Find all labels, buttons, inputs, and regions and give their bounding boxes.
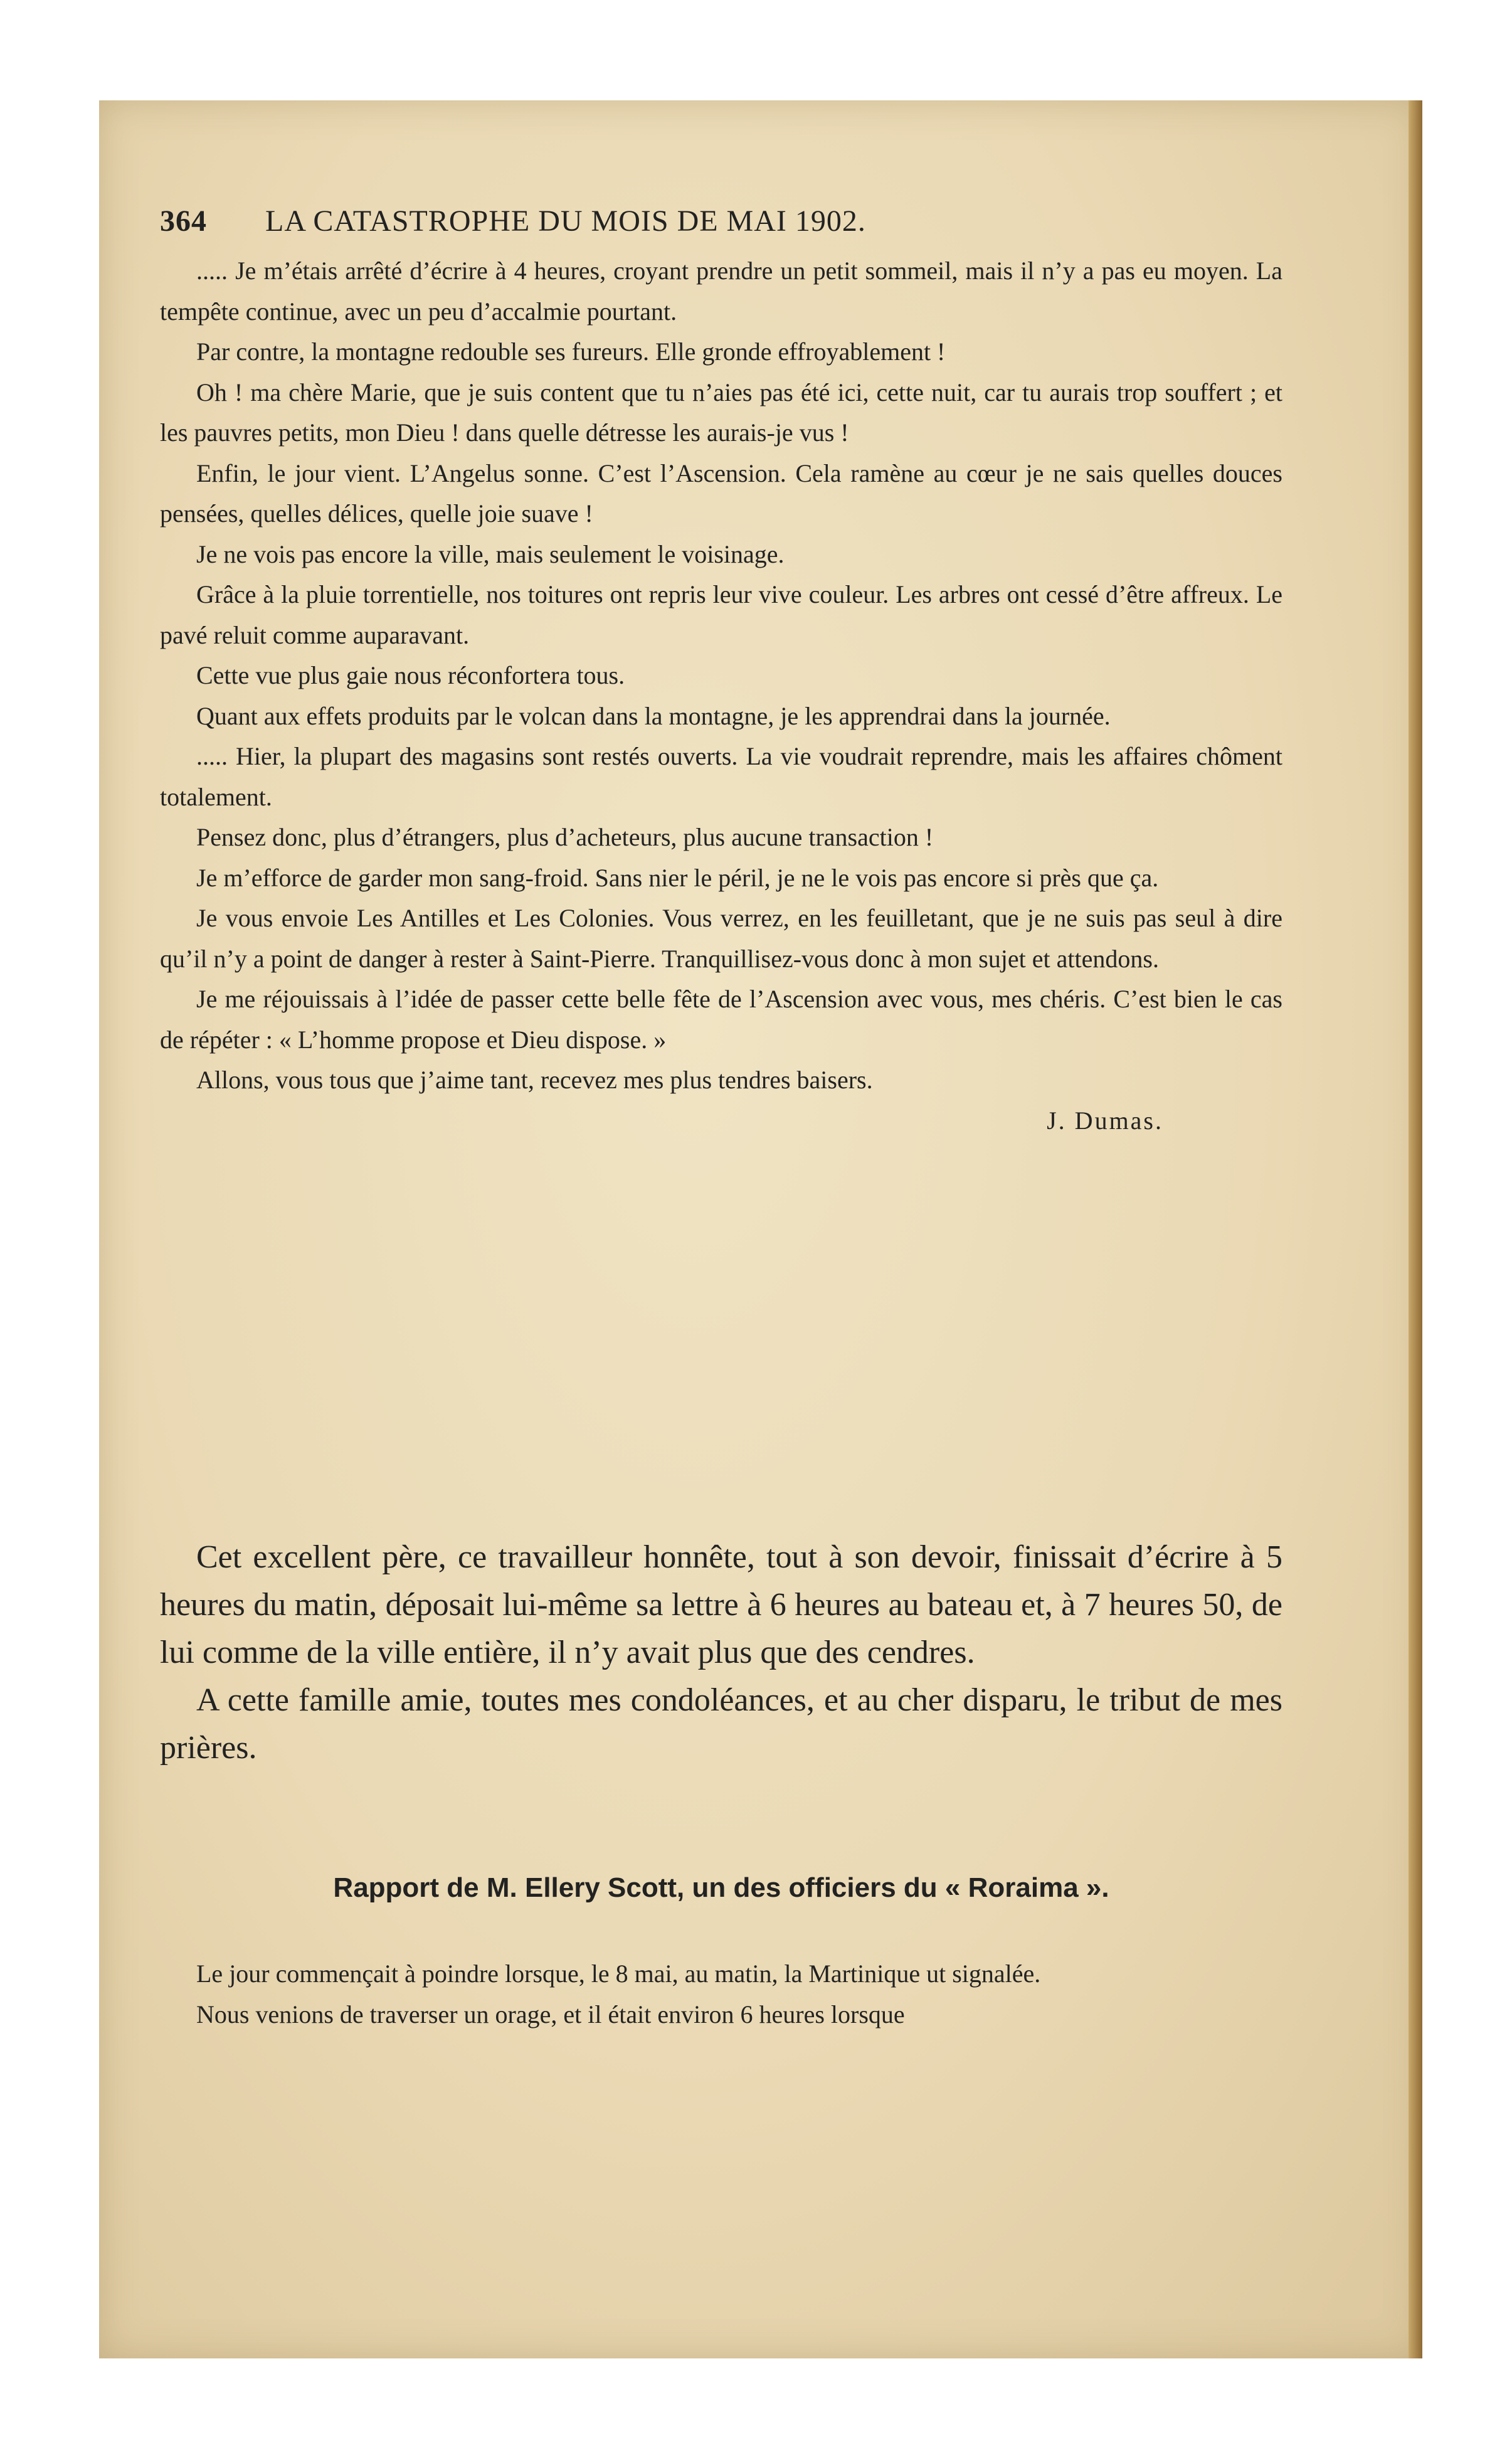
letter-paragraph: Quant aux effets produits par le volcan dans la montagne, je les apprendrai dans la journée. [196, 701, 1111, 730]
letter-paragraph: ..... Hier, la plupart des magasins sont restés ouverts. La vie voudrait reprendre, mais les affaires chôment totalement. [160, 742, 1282, 811]
letter-paragraph: Grâce à la pluie torrentielle, nos toitures ont repris leur vive couleur. Les arbres ont cessé d’être affreux. Le pavé reluit comme auparavant. [160, 580, 1282, 649]
page-number: 364 [160, 204, 207, 238]
narrative-text [160, 1534, 1282, 1772]
letter-signature: J. Dumas. [1047, 1106, 1163, 1135]
running-title: LA CATASTROPHE DU MOIS DE MAI 1902. [265, 204, 866, 238]
letter-paragraph: Je vous envoie Les Antilles et Les Colonies. Vous verrez, en les feuilletant, que je ne suis pas seul à dire qu’il n’y a point de danger à rester à Saint-Pierre. Tranquillisez-vous donc à mon sujet et attendons. [160, 904, 1282, 973]
report-paragraph: Le jour commençait à poindre lorsque, le 8 mai, au matin, la Martinique ut signalée. [196, 1959, 1041, 1988]
section-heading: Rapport de M. Ellery Scott, un des officiers du « Roraima ». [333, 1872, 1109, 1903]
body-paragraph: A cette famille amie, toutes mes condoléances, et au cher disparu, le tribut de mes prières. [160, 1682, 1282, 1766]
letter-paragraph: Allons, vous tous que j’aime tant, recevez mes plus tendres baisers. [196, 1066, 873, 1094]
letter-paragraph: Je m’efforce de garder mon sang-froid. Sans nier le péril, je ne le vois pas encore si près que ça. [196, 863, 1159, 892]
letter-excerpt [160, 251, 1282, 1141]
letter-paragraph: Oh ! ma chère Marie, que je suis content que tu n’aies pas été ici, cette nuit, car tu aurais trop souffert ; et les pauvres petits, mon Dieu ! dans quelle détresse les aurais-je vus ! [160, 378, 1282, 447]
letter-paragraph: Je me réjouissais à l’idée de passer cette belle fête de l’Ascension avec vous, mes chéris. C’est bien le cas de répéter : « L’homme propose et Dieu dispose. » [160, 985, 1282, 1054]
body-paragraph: Cet excellent père, ce travailleur honnête, tout à son devoir, finissait d’écrire à 5 heures du matin, déposait lui-même sa lettre à 6 heures au bateau et, à 7 heures 50, de lui comme de la ville entière, il n’y avait plus que des cendres. [160, 1539, 1282, 1670]
letter-paragraph: Enfin, le jour vient. L’Angelus sonne. C’est l’Ascension. Cela ramène au cœur je ne sais quelles douces pensées, quelles délices, quelle joie suave ! [160, 459, 1282, 528]
letter-paragraph: Pensez donc, plus d’étrangers, plus d’acheteurs, plus aucune transaction ! [196, 823, 934, 851]
letter-paragraph: Je ne vois pas encore la ville, mais seulement le voisinage. [196, 539, 785, 568]
report-paragraph: Nous venions de traverser un orage, et il était environ 6 heures lorsque [196, 2000, 905, 2028]
letter-paragraph: Par contre, la montagne redouble ses fureurs. Elle gronde effroyablement ! [196, 337, 946, 366]
letter-paragraph: ..... Je m’étais arrêté d’écrire à 4 heures, croyant prendre un petit sommeil, mais il n’y a pas eu moyen. La tempête continue, avec un peu d’accalmie pourtant. [160, 257, 1282, 326]
page-header [160, 204, 1101, 238]
report-text [160, 1954, 1282, 2035]
letter-paragraph: Cette vue plus gaie nous réconfortera tous. [196, 661, 625, 689]
page-edge-shadow [1409, 100, 1422, 2358]
